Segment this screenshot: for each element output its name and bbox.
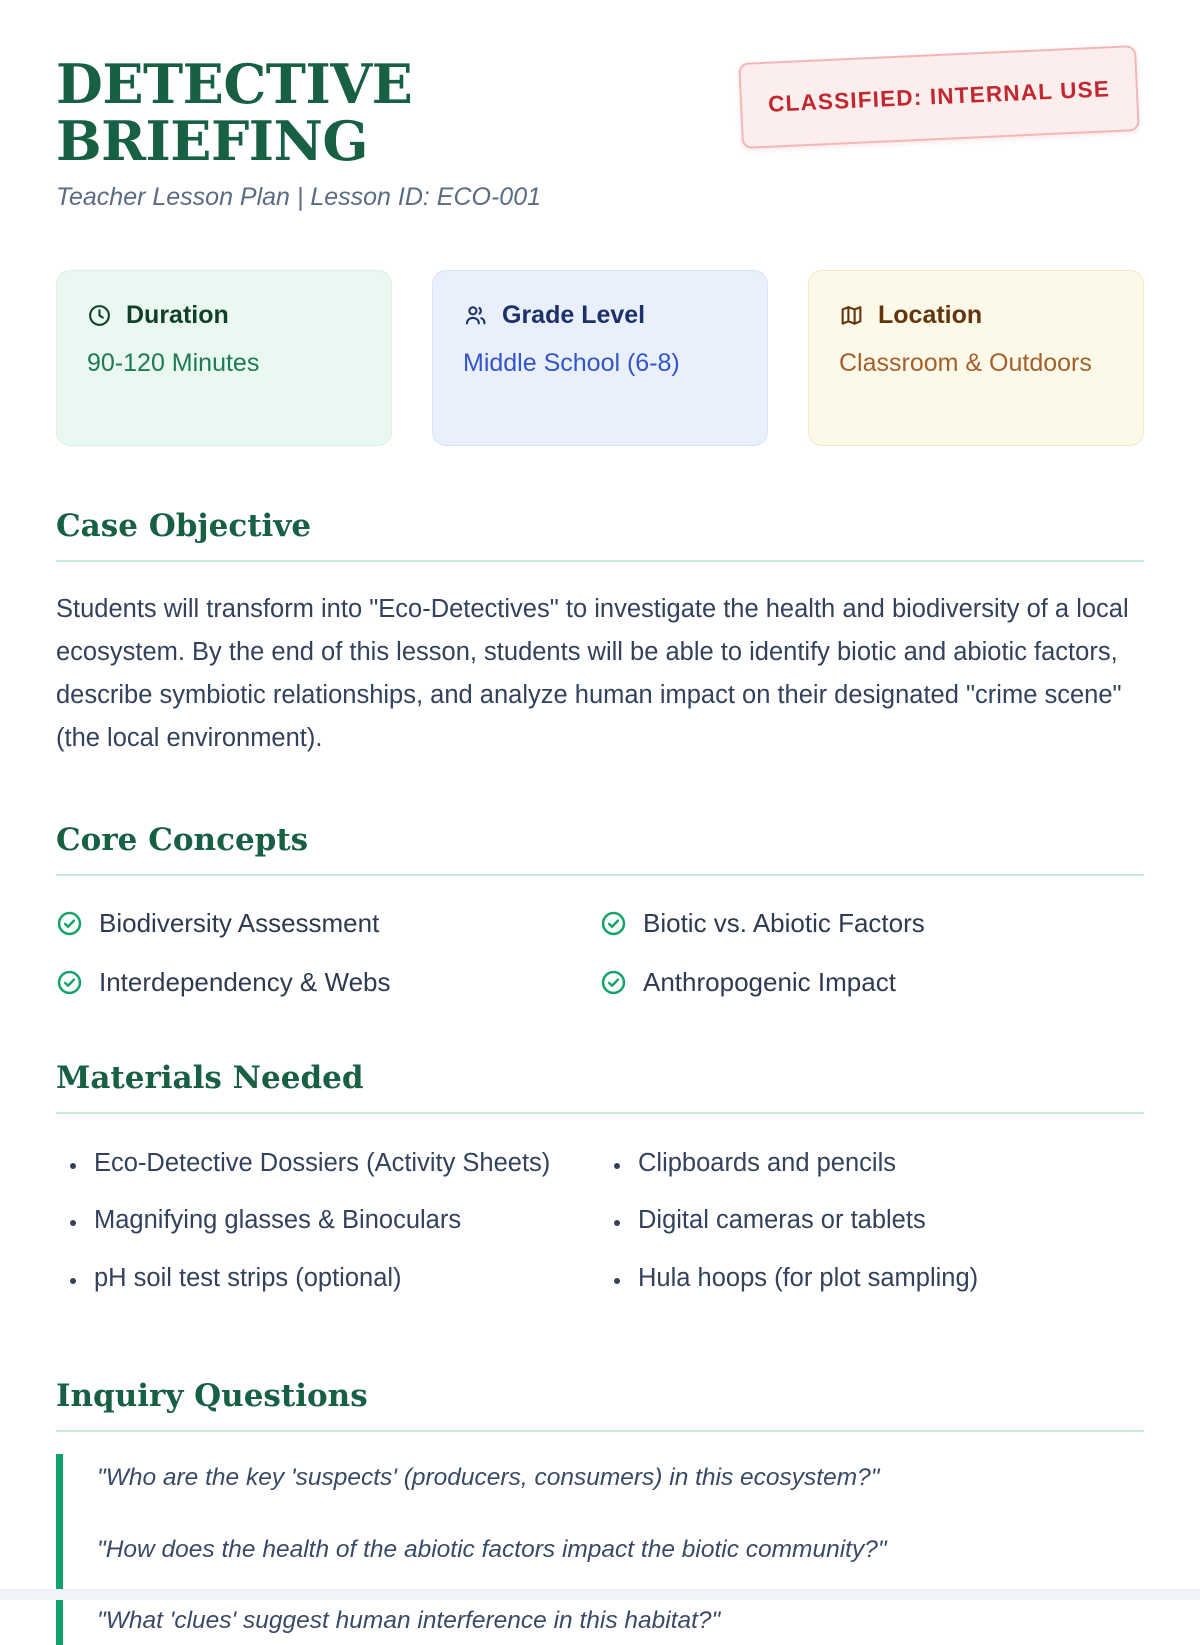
core-concepts-heading: Core Concepts [56, 822, 1144, 876]
grade-level-value: Middle School (6-8) [463, 349, 680, 378]
duration-value: 90-120 Minutes [87, 349, 260, 378]
section-case-objective [56, 508, 1144, 759]
location-card-header [839, 301, 1113, 330]
concept-item [600, 908, 1144, 939]
section-inquiry-questions [56, 1378, 1144, 1645]
grade-level-card [432, 270, 768, 446]
inquiry-questions-heading: Inquiry Questions [56, 1378, 1144, 1432]
core-concepts-grid [56, 908, 1144, 998]
material-item: • Clipboards and pencils [632, 1144, 1144, 1184]
case-objective-text: Students will transform into "Eco-Detectives" to investigate the health and biodiversity of a local ecosystem. By the end of this lesson, students will be able to identify biotic and abiotic factors, describe symbiotic relationships, and analyze human impact on their designated "crime scene" (the local environment). [56, 595, 1129, 752]
grade-level-label: Grade Level [502, 301, 646, 330]
concept-item [600, 967, 1144, 998]
inquiry-question: "What 'clues' suggest human interference in this habitat?" [97, 1607, 721, 1635]
duration-card [56, 270, 392, 446]
page-title: DETECTIVE BRIEFING [56, 52, 413, 173]
section-materials-needed [56, 1060, 1144, 1317]
materials-heading: Materials Needed [56, 1060, 1144, 1114]
classified-stamp-label: CLASSIFIED: INTERNAL USE [767, 76, 1111, 117]
section-core-concepts [56, 822, 1144, 998]
grade-level-card-header [463, 301, 737, 330]
inquiry-question: "Who are the key 'suspects' (producers, consumers) in this ecosystem?" [97, 1464, 880, 1492]
location-card [808, 270, 1144, 446]
check-circle-icon [56, 969, 83, 996]
material-item: • Magnifying glasses & Binoculars [88, 1201, 600, 1241]
material-item: • Eco-Detective Dossiers (Activity Sheets) [88, 1144, 600, 1184]
concept-label: Interdependency & Webs [99, 966, 391, 997]
materials-grid [56, 1144, 1144, 1317]
materials-column-left [56, 1144, 600, 1317]
location-value: Classroom & Outdoors [839, 349, 1092, 378]
check-circle-icon [56, 910, 83, 937]
concept-label: Biodiversity Assessment [99, 907, 380, 938]
material-item: • Hula hoops (for plot sampling) [632, 1259, 1144, 1299]
check-circle-icon [600, 910, 627, 937]
header [56, 48, 1144, 212]
materials-column-right [600, 1144, 1144, 1317]
next-section-edge [0, 1589, 1200, 1600]
duration-card-header [87, 301, 361, 330]
classified-stamp [738, 45, 1140, 149]
case-objective-heading: Case Objective [56, 508, 1144, 562]
title-block [56, 48, 740, 212]
map-icon [839, 303, 864, 328]
page-subtitle: Teacher Lesson Plan | Lesson ID: ECO-001 [56, 183, 542, 212]
duration-label: Duration [126, 301, 229, 330]
inquiry-questions-blockquote [56, 1454, 1144, 1645]
concept-item [56, 908, 600, 939]
concept-item [56, 967, 600, 998]
inquiry-question: "How does the health of the abiotic factors impact the biotic community?" [97, 1535, 887, 1563]
material-item: • pH soil test strips (optional) [88, 1259, 600, 1299]
concept-label: Anthropogenic Impact [643, 966, 896, 997]
material-item: • Digital cameras or tablets [632, 1201, 1144, 1241]
concept-label: Biotic vs. Abiotic Factors [643, 907, 925, 938]
users-icon [463, 303, 488, 328]
info-cards [56, 270, 1144, 446]
clock-icon [87, 303, 112, 328]
check-circle-icon [600, 969, 627, 996]
location-label: Location [878, 301, 983, 330]
